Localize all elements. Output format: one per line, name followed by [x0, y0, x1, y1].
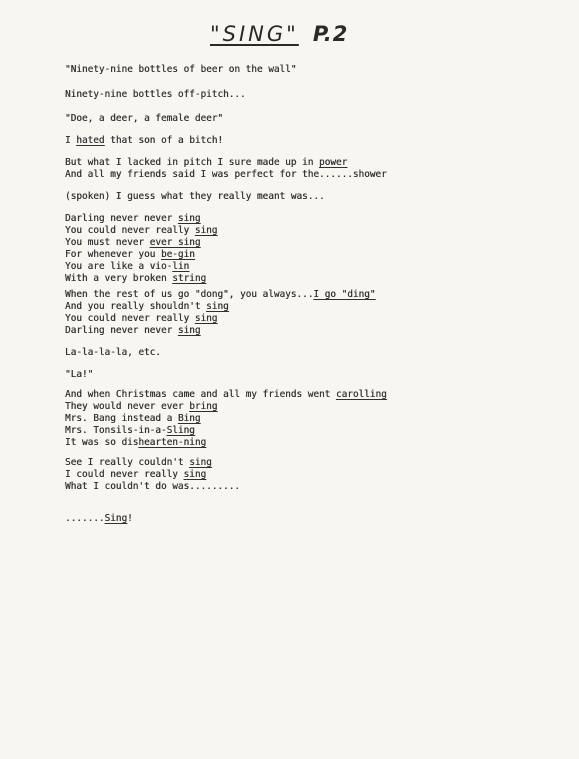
lyric-text: "Ninety-nine bottles of beer on the wall"	[65, 64, 297, 75]
lyric-line	[65, 273, 206, 285]
lyric-line	[65, 135, 223, 147]
lyric-line	[65, 347, 161, 359]
lyric-text: Mrs. Bang instead a	[65, 413, 178, 424]
lyric-line	[65, 64, 296, 76]
lyric-text: Darling never never	[65, 213, 178, 224]
underlined-text: hearten-ning	[138, 437, 207, 448]
lyric-text: .......	[65, 513, 105, 524]
lyric-line	[65, 237, 200, 249]
underlined-text: Bing	[177, 413, 201, 424]
lyric-line	[65, 89, 246, 101]
lyric-line	[65, 413, 200, 425]
underlined-text: Sing	[104, 513, 128, 524]
underlined-text: bring	[189, 401, 218, 412]
underlined-text: sing	[177, 325, 201, 336]
lyric-line	[65, 389, 387, 401]
underlined-text: string	[172, 273, 207, 284]
underlined-text: sing	[206, 301, 229, 312]
lyrics-body	[65, 0, 565, 759]
lyric-text: La-la-la-la, etc.	[65, 347, 161, 358]
lyric-text: You are like a vio-	[65, 261, 173, 272]
title-text: "SING"	[210, 22, 299, 46]
lyric-line	[65, 437, 206, 449]
lyric-line	[65, 289, 375, 301]
lyric-text: Mrs. Tonsils-in-a-	[65, 425, 167, 436]
lyric-line	[65, 157, 347, 169]
lyric-text: !	[127, 513, 133, 524]
lyric-text: I could never really	[65, 469, 184, 480]
page-number: P.2	[312, 22, 349, 46]
lyric-line	[65, 469, 206, 481]
lyric-text: And when Christmas came and all my friends went	[65, 389, 336, 400]
lyric-text: It was so dis	[65, 437, 139, 448]
lyric-line	[65, 301, 229, 313]
underlined-text: be-gin	[160, 249, 195, 260]
lyric-text: that son of a bitch!	[104, 135, 224, 146]
lyric-text: "Doe, a deer, a female deer"	[65, 113, 224, 124]
lyric-line	[65, 425, 195, 437]
lyric-line	[65, 213, 200, 225]
lyric-text: They would never ever	[65, 401, 190, 412]
lyric-line	[65, 369, 93, 381]
lyric-text: You must never	[65, 237, 150, 248]
lyric-line	[65, 169, 387, 181]
lyric-line	[65, 481, 240, 493]
lyric-text: (spoken) I guess what they really meant was...	[65, 191, 325, 202]
lyric-line	[65, 313, 217, 325]
lyric-text: But what I lacked in pitch I sure made up in	[65, 157, 319, 168]
lyric-text: You could never really	[65, 225, 195, 236]
lyric-text: You could never really	[65, 313, 195, 324]
lyric-line	[65, 401, 217, 413]
lyric-line	[65, 261, 189, 273]
underlined-text: sing	[194, 313, 218, 324]
underlined-text: power	[319, 157, 348, 168]
lyric-text: I	[65, 135, 77, 146]
underlined-text: lin	[172, 261, 190, 272]
lyric-line	[65, 513, 133, 525]
underlined-text: ever sing	[149, 237, 201, 248]
underlined-text: sing	[194, 225, 218, 236]
lyric-text: And you really shouldn't	[65, 301, 207, 312]
lyric-text: Darling never never	[65, 325, 178, 336]
lyric-text: What I couldn't do was.........	[65, 481, 240, 492]
lyric-line	[65, 325, 200, 337]
underlined-text: hated	[76, 135, 105, 146]
lyric-text: When the rest of us go "dong", you always...	[65, 289, 314, 300]
underlined-text: sing	[177, 213, 201, 224]
lyric-line	[65, 113, 223, 125]
lyric-text: And all my friends said I was perfect for the......shower	[65, 169, 387, 180]
lyric-line	[65, 225, 217, 237]
lyric-line	[65, 249, 195, 261]
underlined-text: Sling	[166, 425, 195, 436]
underlined-text: sing	[189, 457, 212, 468]
lyric-text: "La!"	[65, 369, 94, 380]
lyric-line	[65, 191, 325, 203]
lyric-text: See I really couldn't	[65, 457, 190, 468]
lyric-text: For whenever you	[65, 249, 161, 260]
underlined-text: I go "ding"	[313, 289, 376, 300]
underlined-text: carolling	[335, 389, 387, 400]
lyric-text: Ninety-nine bottles off-pitch...	[65, 89, 246, 100]
lyric-text: With a very broken	[65, 273, 173, 284]
underlined-text: sing	[183, 469, 207, 480]
lyric-line	[65, 457, 212, 469]
